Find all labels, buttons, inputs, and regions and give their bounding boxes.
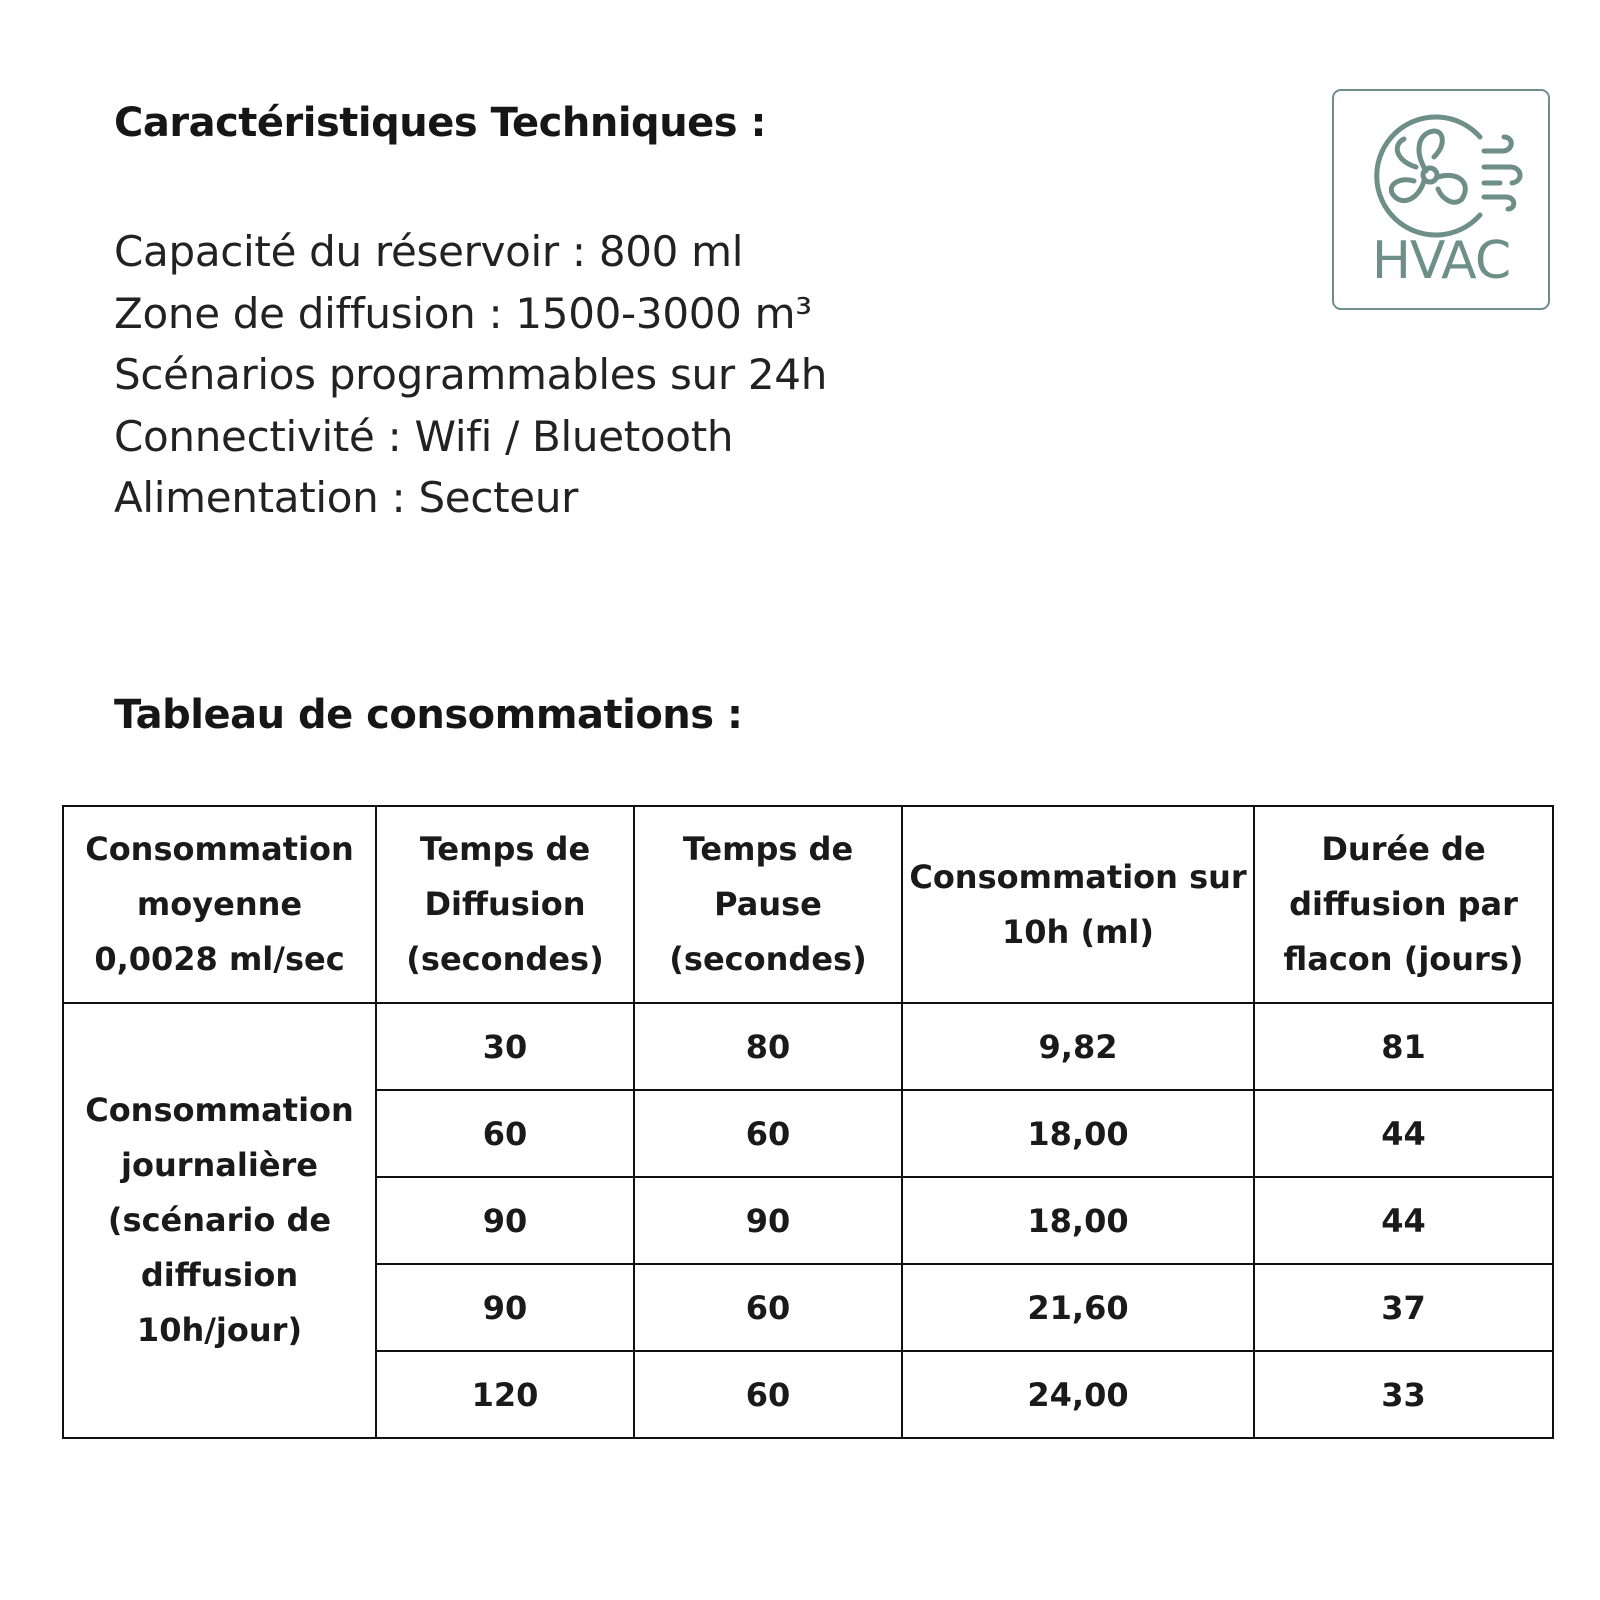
cell-duration-days: 44 <box>1254 1177 1553 1264</box>
hvac-logo <box>1332 89 1550 310</box>
spec-tank-capacity: Capacité du réservoir : 800 ml <box>114 227 744 276</box>
cell-pause-time: 60 <box>634 1351 902 1438</box>
spec-connectivity: Connectivité : Wifi / Bluetooth <box>114 411 734 461</box>
cell-consumption-10h: 24,00 <box>902 1351 1254 1438</box>
cell-consumption-10h: 9,82 <box>902 1003 1254 1090</box>
specs-title: Caractéristiques Techniques : <box>114 100 767 146</box>
cell-pause-time: 60 <box>634 1264 902 1351</box>
cell-pause-time: 60 <box>634 1090 902 1177</box>
cell-diffusion-time: 30 <box>376 1003 634 1090</box>
cell-consumption-10h: 18,00 <box>902 1090 1254 1177</box>
logo-text: HVAC <box>1371 231 1511 291</box>
spec-power: Alimentation : Secteur <box>114 473 579 522</box>
cell-consumption-10h: 21,60 <box>902 1264 1254 1351</box>
table-header-row <box>63 806 1553 1003</box>
spec-list <box>114 221 827 529</box>
row-label-daily-consumption: Consommation journalière (scénario de diffusion 10h/jour) <box>63 1003 376 1438</box>
consumption-table <box>62 805 1554 1439</box>
spec-scenarios: Scénarios programmables sur 24h <box>114 350 828 399</box>
header-consumption-10h: Consommation sur 10h (ml) <box>902 806 1254 1003</box>
header-average-consumption: Consommation moyenne 0,0028 ml/sec <box>63 806 376 1003</box>
header-diffusion-time: Temps de Diffusion (secondes) <box>376 806 634 1003</box>
header-duration-per-bottle: Durée de diffusion par flacon (jours) <box>1254 806 1553 1003</box>
cell-diffusion-time: 120 <box>376 1351 634 1438</box>
table-row <box>63 1003 1553 1090</box>
cell-diffusion-time: 60 <box>376 1090 634 1177</box>
header-pause-time: Temps de Pause (secondes) <box>634 806 902 1003</box>
table-title: Tableau de consommations : <box>114 692 743 738</box>
fan-icon <box>1334 91 1552 241</box>
cell-pause-time: 80 <box>634 1003 902 1090</box>
cell-diffusion-time: 90 <box>376 1264 634 1351</box>
cell-pause-time: 90 <box>634 1177 902 1264</box>
cell-duration-days: 37 <box>1254 1264 1553 1351</box>
cell-duration-days: 81 <box>1254 1003 1553 1090</box>
spec-diffusion-zone: Zone de diffusion : 1500-3000 m³ <box>114 288 812 338</box>
cell-duration-days: 33 <box>1254 1351 1553 1438</box>
cell-diffusion-time: 90 <box>376 1177 634 1264</box>
cell-duration-days: 44 <box>1254 1090 1553 1177</box>
cell-consumption-10h: 18,00 <box>902 1177 1254 1264</box>
